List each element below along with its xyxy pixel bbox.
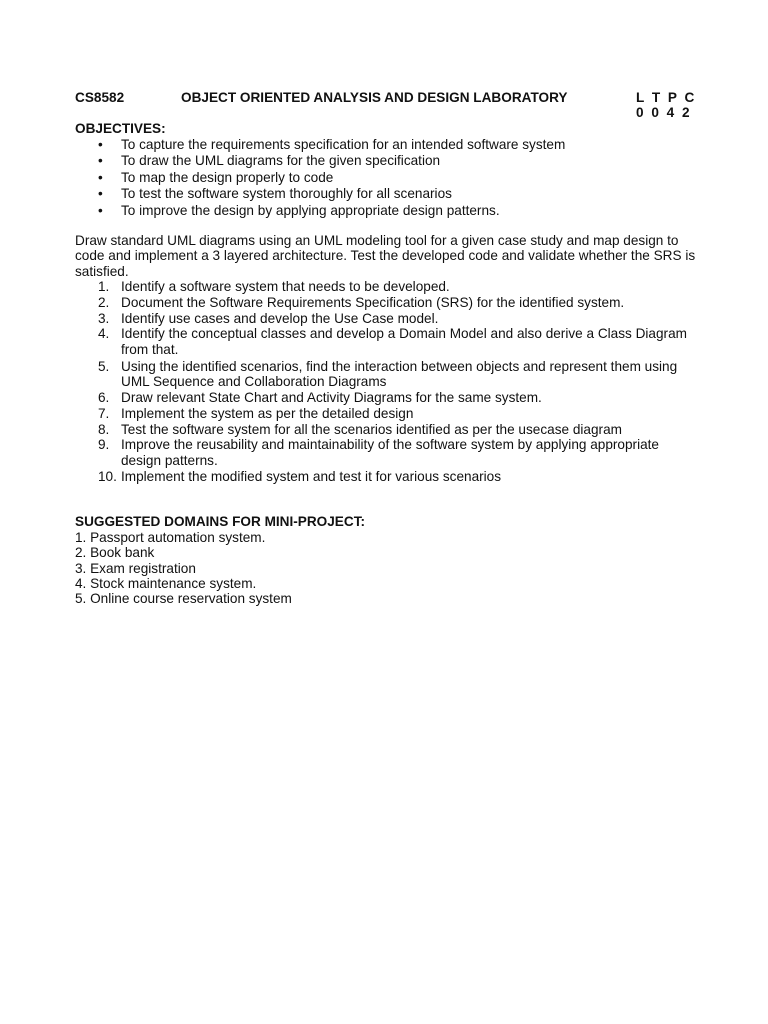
task-number: 10. (98, 468, 117, 484)
task-item (75, 311, 700, 326)
task-number: 6. (98, 390, 110, 406)
bullet-icon: • (98, 137, 103, 152)
task-item (75, 295, 700, 310)
task-item (75, 422, 700, 437)
task-text: Identify use cases and develop the Use Case model. (121, 310, 439, 326)
task-item (75, 326, 700, 357)
task-item (75, 359, 700, 390)
domain-item: 5. Online course reservation system (75, 591, 292, 607)
domains-list (75, 530, 292, 606)
task-number: 9. (98, 437, 110, 453)
ltpc-values: 0 0 4 2 (636, 105, 692, 120)
objective-text: To test the software system thoroughly for all scenarios (121, 186, 452, 202)
bullet-icon: • (98, 186, 103, 202)
objective-text: To capture the requirements specification for an intended software system (121, 137, 566, 152)
objective-text: To draw the UML diagrams for the given specification (121, 153, 441, 169)
bullet-icon: • (98, 169, 103, 185)
objective-text: To map the design properly to code (121, 169, 334, 185)
ltpc-labels: L T P C (636, 90, 697, 105)
task-text-continuation: UML Sequence and Collaboration Diagrams (121, 374, 387, 390)
objective-item (75, 186, 565, 202)
task-text: Using the identified scenarios, find the interaction between objects and represent them using (121, 358, 678, 374)
domain-item: 3. Exam registration (75, 560, 196, 576)
task-number: 1. (98, 279, 110, 294)
bullet-icon: • (98, 153, 103, 169)
intro-paragraph: Draw standard UML diagrams using an UML modeling tool for a given case study and map design to code and implement a 3 layered architecture. Test the developed code and validate whether the SRS is satisfied. (75, 233, 696, 279)
task-text: Implement the system as per the detailed design (121, 405, 414, 421)
task-text: Improve the reusability and maintainability of the software system by applying appropriate design patterns. (121, 437, 659, 468)
task-item (75, 406, 700, 421)
task-number: 5. (98, 358, 110, 374)
domains-heading: SUGGESTED DOMAINS FOR MINI-PROJECT: (75, 514, 366, 529)
task-text: Draw relevant State Chart and Activity Diagrams for the same system. (121, 390, 542, 406)
objective-item (75, 137, 565, 153)
task-text: Identify a software system that needs to be developed. (121, 279, 450, 294)
task-item (75, 469, 700, 484)
task-item (75, 437, 700, 468)
task-number: 7. (98, 405, 110, 421)
bullet-icon: • (98, 202, 103, 218)
task-number: 4. (98, 326, 110, 342)
objective-item (75, 203, 565, 219)
objective-item (75, 170, 565, 186)
objective-item (75, 153, 565, 169)
objectives-list (75, 137, 565, 219)
task-text: Test the software system for all the scenarios identified as per the usecase diagram (121, 421, 622, 437)
course-code: CS8582 (75, 90, 125, 105)
domain-item: 4. Stock maintenance system. (75, 575, 257, 591)
objectives-heading: OBJECTIVES: (75, 121, 166, 136)
objective-text: To improve the design by applying appropriate design patterns. (121, 202, 500, 218)
task-number: 2. (98, 294, 110, 310)
task-item (75, 390, 700, 405)
course-title: OBJECT ORIENTED ANALYSIS AND DESIGN LABORATORY (181, 90, 568, 105)
task-item (75, 279, 700, 294)
domain-item: 2. Book bank (75, 545, 155, 561)
task-list (75, 279, 700, 484)
task-number: 3. (98, 310, 110, 326)
task-text: Document the Software Requirements Specification (SRS) for the identified system. (121, 294, 625, 310)
task-text: Identify the conceptual classes and develop a Domain Model and also derive a Class Diagram from that. (121, 326, 687, 357)
task-text: Implement the modified system and test it for various scenarios (121, 468, 502, 484)
task-number: 8. (98, 421, 110, 437)
domain-item: 1. Passport automation system. (75, 530, 266, 545)
